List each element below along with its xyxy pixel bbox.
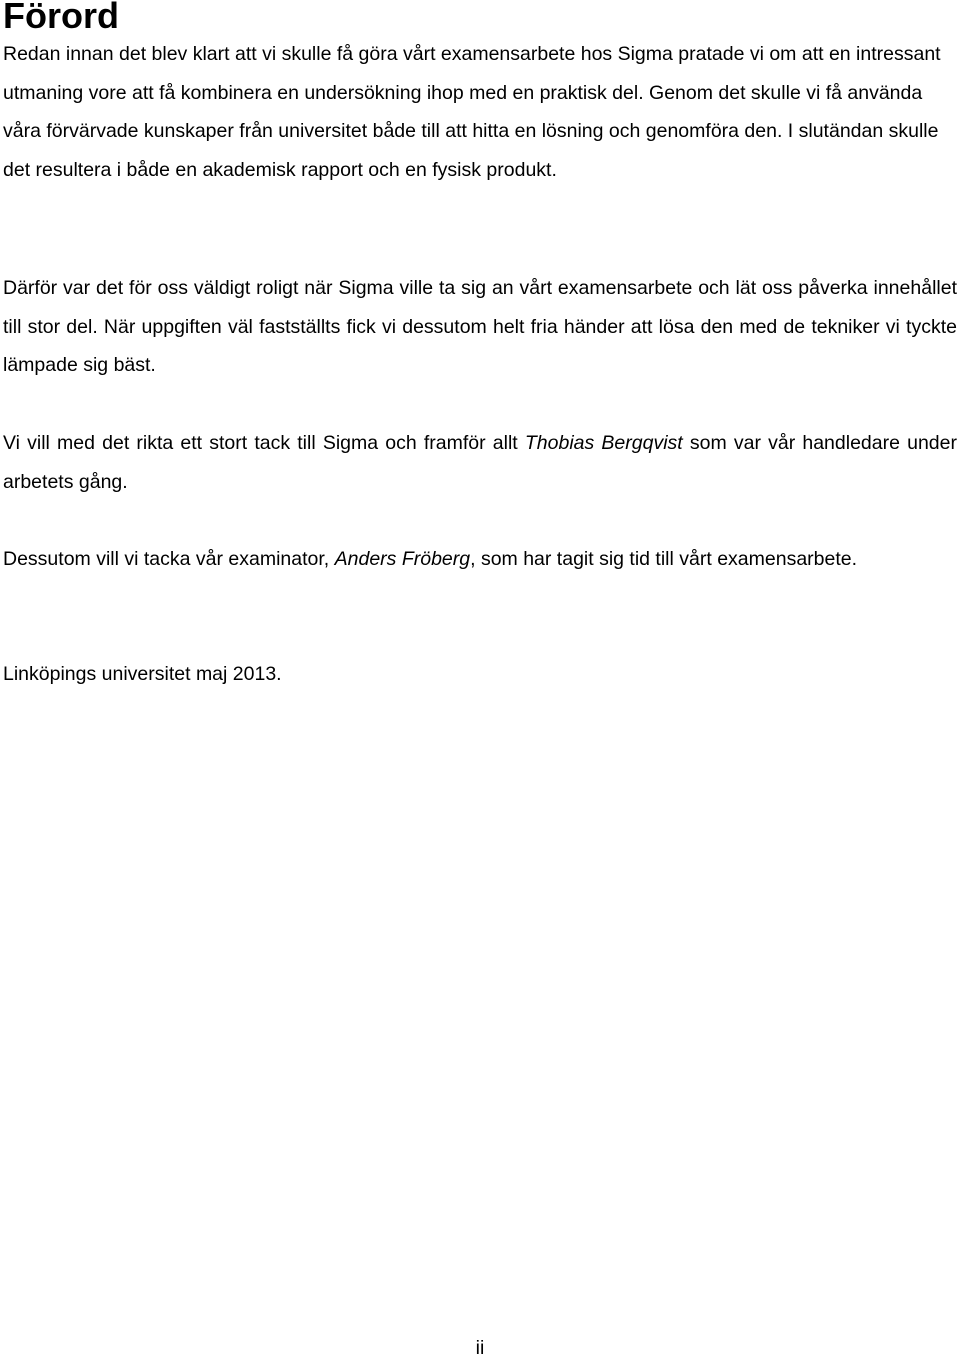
paragraph-intro: Redan innan det blev klart att vi skulle få göra vårt examensarbete hos Sigma pratade vi om att en intressant utmaning vore att få kombinera en undersökning ihop med en praktisk del. Genom det skulle vi få använda våra förvärvade kunskaper från universitet både till att hitta en lösning och genomföra den. I slutändan skulle det resultera i både en akademisk rapport och en fysisk produkt.: [3, 43, 941, 181]
page-title: Förord: [3, 0, 119, 36]
paragraph-thanks-examiner: [3, 540, 957, 579]
paragraph-text: Dessutom vill vi tacka vår examinator,: [3, 548, 335, 570]
paragraph-thanks-supervisor: [3, 424, 957, 501]
supervisor-name: Thobias Bergqvist: [524, 432, 683, 454]
paragraph-text: , som har tagit sig tid till vårt examensarbete.: [470, 548, 858, 570]
paragraph-signature: Linköpings universitet maj 2013.: [3, 663, 282, 685]
page-number: ii: [475, 1337, 485, 1359]
paragraph-sigma: Därför var det för oss väldigt roligt när Sigma ville ta sig an vårt examensarbete och lät oss påverka innehållet till stor del. När uppgiften väl fastställts fick vi dessutom helt fria händer att lösa den med de tekniker vi tyckte lämpade sig bäst.: [3, 277, 957, 376]
paragraph-text: som var vår handledare under arbetets gång.: [3, 432, 957, 493]
paragraph-text: Vi vill med det rikta ett stort tack till Sigma och framför allt: [3, 432, 525, 454]
examiner-name: Anders Fröberg: [334, 548, 471, 570]
